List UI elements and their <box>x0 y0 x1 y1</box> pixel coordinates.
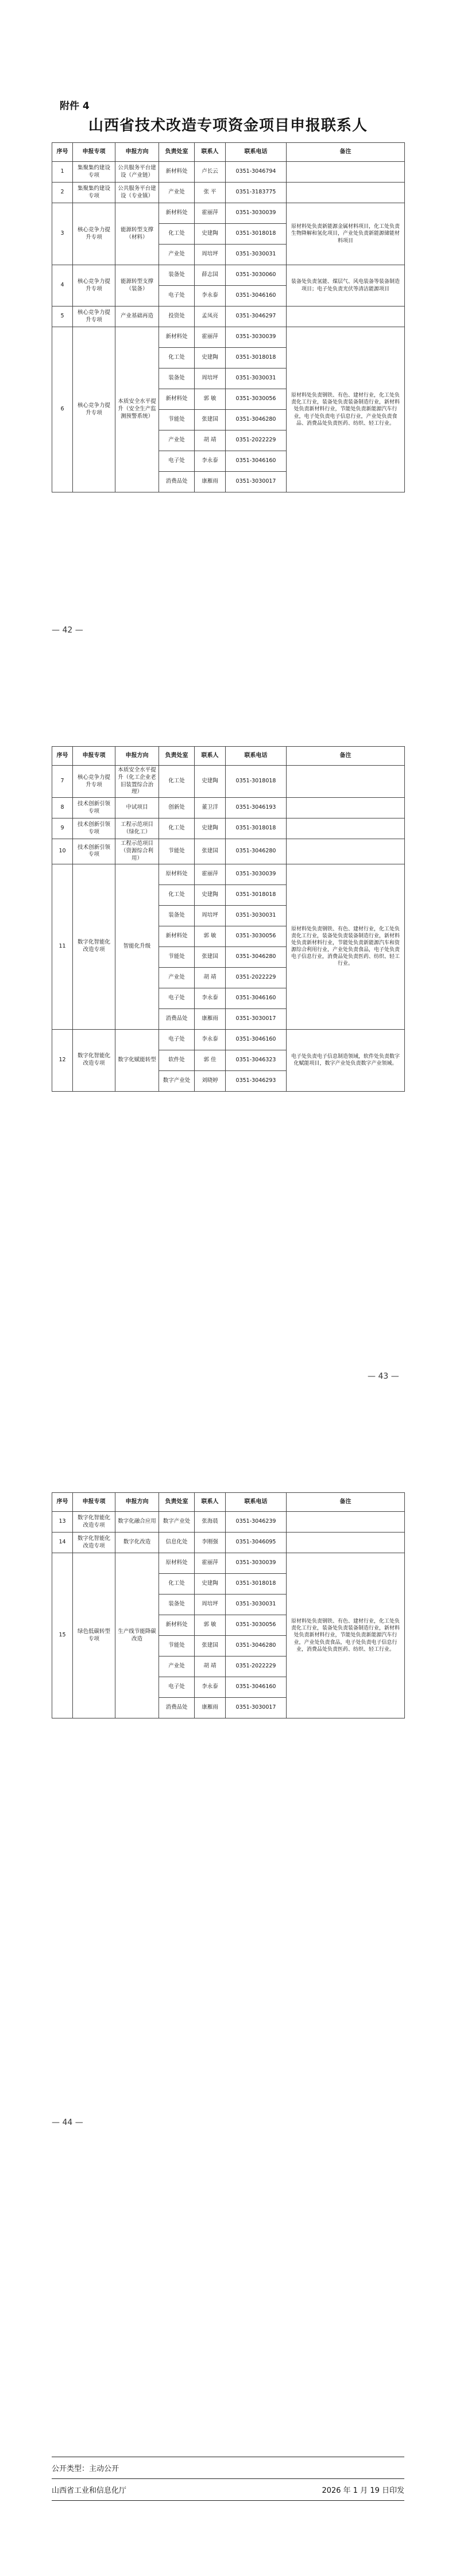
row-number: 11 <box>52 864 73 1029</box>
contact-phone: 0351-3046193 <box>226 798 287 818</box>
responsible-office: 产业处 <box>159 1656 195 1677</box>
responsible-office: 原材料处 <box>159 864 195 884</box>
table-row <box>52 203 405 224</box>
contact-person: 周培坪 <box>195 368 226 389</box>
contact-person: 周培坪 <box>195 1595 226 1615</box>
row-number: 14 <box>52 1533 73 1553</box>
table-row <box>52 818 405 839</box>
contact-phone: 0351-3018018 <box>226 766 287 798</box>
table-row <box>52 327 405 348</box>
remarks <box>287 1533 405 1553</box>
application-direction: 公共服务平台建设（专业镇） <box>115 183 159 203</box>
responsible-office: 新材料处 <box>159 1615 195 1636</box>
contact-phone: 0351-3030056 <box>226 389 287 410</box>
remarks <box>287 307 405 327</box>
contact-person: 郭 敏 <box>195 926 226 946</box>
column-header: 申报方向 <box>115 747 159 766</box>
column-header: 负责处室 <box>159 747 195 766</box>
contact-person: 史建陶 <box>195 884 226 905</box>
responsible-office: 化工处 <box>159 818 195 839</box>
row-number: 6 <box>52 327 73 492</box>
responsible-office: 产业处 <box>159 183 195 203</box>
contact-person: 张海晨 <box>195 1512 226 1533</box>
row-number: 5 <box>52 307 73 327</box>
footer-issuer-line <box>52 2484 404 2495</box>
contact-phone: 0351-3046323 <box>226 1050 287 1070</box>
contact-person: 周培坪 <box>195 905 226 926</box>
contact-phone: 0351-3183775 <box>226 183 287 203</box>
contact-person: 李刚强 <box>195 1533 226 1553</box>
table-row <box>52 162 405 183</box>
contact-phone: 0351-3046293 <box>226 1070 287 1091</box>
column-header: 申报方向 <box>115 1493 159 1512</box>
responsible-office: 新材料处 <box>159 926 195 946</box>
column-header: 备注 <box>287 143 405 162</box>
column-header: 联系电话 <box>226 143 287 162</box>
remarks: 原材料处负责钢铁、有色、建材行业，化工处负责化工行业，装备处负责装备制造行业，新材料处负责新材料行业，节能处负责新能源汽车行业，产业处负责食品，电子处负责电子信息行业，消费品处负责医药、纺织、轻工行业。 <box>287 1553 405 1718</box>
contact-person: 霍丽萍 <box>195 1553 226 1574</box>
contact-person: 史建陶 <box>195 348 226 368</box>
remarks <box>287 839 405 864</box>
row-number: 15 <box>52 1553 73 1718</box>
special-program: 数字化智能化改造专项 <box>73 864 115 1029</box>
column-header: 联系电话 <box>226 747 287 766</box>
special-program: 绿色低碳转型专项 <box>73 1553 115 1718</box>
contact-phone: 0351-2022229 <box>226 967 287 988</box>
contact-person: 李永泰 <box>195 988 226 1008</box>
special-program: 技术创新引领专项 <box>73 818 115 839</box>
responsible-office: 装备处 <box>159 368 195 389</box>
contact-person: 周培坪 <box>195 245 226 265</box>
special-program: 数字化智能化改造专项 <box>73 1533 115 1553</box>
contact-person: 李永泰 <box>195 1029 226 1050</box>
issue-date: 2026 年 1 月 19 日印发 <box>322 2486 404 2495</box>
contact-phone: 0351-2022229 <box>226 430 287 451</box>
special-program: 集聚集约建设专项 <box>73 183 115 203</box>
contact-person: 张 平 <box>195 183 226 203</box>
contact-phone: 0351-3046280 <box>226 946 287 967</box>
remarks: 原材料处负责钢铁、有色、建材行业，化工处负责化工行业，装备处负责装备制造行业，新材料处负责新材料行业，节能处负责新能源汽车和资源综合利用行业，产业处负责食品，电子处负责电子信息行业，消费品处负责医药、纺织、轻工行业。 <box>287 864 405 1029</box>
row-number: 1 <box>52 162 73 183</box>
column-header: 负责处室 <box>159 1493 195 1512</box>
contact-phone: 0351-3030031 <box>226 368 287 389</box>
responsible-office: 产业处 <box>159 245 195 265</box>
application-direction: 数字化融合应用 <box>115 1512 159 1533</box>
application-direction: 数字化赋能转型 <box>115 1029 159 1091</box>
row-number: 4 <box>52 265 73 307</box>
column-header: 联系人 <box>195 747 226 766</box>
application-direction: 能源转型支撑（装备） <box>115 265 159 307</box>
contact-phone: 0351-3046160 <box>226 1029 287 1050</box>
page-number: — 42 — <box>52 626 83 635</box>
responsible-office: 化工处 <box>159 348 195 368</box>
contact-phone: 0351-3046095 <box>226 1533 287 1553</box>
contact-phone: 0351-3018018 <box>226 818 287 839</box>
page-title: 山西省技术改造专项资金项目申报联系人 <box>88 117 368 134</box>
remarks <box>287 1512 405 1533</box>
table-row <box>52 183 405 203</box>
contact-person: 史建陶 <box>195 224 226 245</box>
contact-phone: 0351-3030031 <box>226 905 287 926</box>
contact-person: 薛志国 <box>195 265 226 286</box>
responsible-office: 化工处 <box>159 766 195 798</box>
contact-phone: 0351-3030017 <box>226 1008 287 1029</box>
responsible-office: 软件处 <box>159 1050 195 1070</box>
responsible-office: 电子处 <box>159 451 195 472</box>
contact-phone: 0351-3030039 <box>226 327 287 348</box>
column-header: 申报方向 <box>115 143 159 162</box>
contact-person: 郭 佳 <box>195 1050 226 1070</box>
page-number: — 44 — <box>52 2118 83 2127</box>
contact-person: 史建陶 <box>195 818 226 839</box>
application-direction: 本质安全水平提升（安全生产监测预警系统） <box>115 327 159 492</box>
contact-phone: 0351-3046297 <box>226 307 287 327</box>
row-number: 10 <box>52 839 73 864</box>
contact-phone: 0351-3046280 <box>226 410 287 430</box>
contact-person: 张建国 <box>195 410 226 430</box>
responsible-office: 装备处 <box>159 1595 195 1615</box>
special-program: 技术创新引领专项 <box>73 839 115 864</box>
application-direction: 中试项目 <box>115 798 159 818</box>
responsible-office: 数字产业处 <box>159 1512 195 1533</box>
contact-person: 张建国 <box>195 946 226 967</box>
contact-phone: 0351-3030031 <box>226 245 287 265</box>
contact-phone: 0351-3018018 <box>226 884 287 905</box>
contact-person: 胡 靖 <box>195 430 226 451</box>
contact-person: 郭 敏 <box>195 389 226 410</box>
remarks: 电子处负责电子信息制造领域，软件处负责数字化赋能项目，数字产业处负责数字产业领域。 <box>287 1029 405 1091</box>
contact-person: 张建国 <box>195 1636 226 1656</box>
table-row <box>52 307 405 327</box>
page-2 <box>0 746 456 1400</box>
contact-phone: 0351-3030039 <box>226 1553 287 1574</box>
contact-phone: 0351-3030031 <box>226 1595 287 1615</box>
table-row <box>52 1029 405 1050</box>
row-number: 12 <box>52 1029 73 1091</box>
column-header: 备注 <box>287 747 405 766</box>
special-program: 核心竞争力提升专项 <box>73 265 115 307</box>
page-3 <box>0 1492 456 2147</box>
application-direction: 产业基础再造 <box>115 307 159 327</box>
application-direction: 数字化改造 <box>115 1533 159 1553</box>
responsible-office: 创新处 <box>159 798 195 818</box>
contact-person: 卢长云 <box>195 162 226 183</box>
table-row <box>52 1533 405 1553</box>
contact-phone: 0351-3030017 <box>226 472 287 492</box>
contact-phone: 0351-3046160 <box>226 451 287 472</box>
column-header: 申报专项 <box>73 1493 115 1512</box>
contact-person: 康雁雨 <box>195 1008 226 1029</box>
special-program: 核心竞争力提升专项 <box>73 766 115 798</box>
contact-person: 康雁雨 <box>195 472 226 492</box>
contact-person: 霍丽萍 <box>195 864 226 884</box>
table-header-row <box>52 747 405 766</box>
column-header: 联系人 <box>195 143 226 162</box>
contact-phone: 0351-3030039 <box>226 864 287 884</box>
disclosure-type: 公开类型：主动公开 <box>52 2465 119 2473</box>
remarks <box>287 818 405 839</box>
special-program: 技术创新引领专项 <box>73 798 115 818</box>
contact-phone: 0351-3046160 <box>226 286 287 307</box>
row-number: 3 <box>52 203 73 265</box>
special-program: 数字化智能化改造专项 <box>73 1512 115 1533</box>
contact-phone: 0351-2022229 <box>226 1656 287 1677</box>
contact-phone: 0351-3030017 <box>226 1698 287 1718</box>
table-row <box>52 265 405 286</box>
contact-person: 史建陶 <box>195 766 226 798</box>
special-program: 核心竞争力提升专项 <box>73 203 115 265</box>
responsible-office: 新材料处 <box>159 162 195 183</box>
responsible-office: 节能处 <box>159 946 195 967</box>
responsible-office: 节能处 <box>159 410 195 430</box>
contact-table-3 <box>52 1492 405 1718</box>
table-row <box>52 798 405 818</box>
application-direction: 工程示范项目（资源综合利用） <box>115 839 159 864</box>
responsible-office: 电子处 <box>159 286 195 307</box>
contact-person: 李永泰 <box>195 1677 226 1698</box>
application-direction: 本质安全水平提升（化工企业老旧装置综合治理） <box>115 766 159 798</box>
special-program: 数字化智能化改造专项 <box>73 1029 115 1091</box>
responsible-office: 消费品处 <box>159 472 195 492</box>
special-program: 集聚集约建设专项 <box>73 162 115 183</box>
table-row <box>52 1512 405 1533</box>
responsible-office: 化工处 <box>159 224 195 245</box>
row-number: 2 <box>52 183 73 203</box>
remarks: 原材料处负责新能源金属材料项目，化工处负责生物降解和氢化项目，产业处负责新能源储能材料项目 <box>287 203 405 265</box>
contact-person: 郭 敏 <box>195 1615 226 1636</box>
special-program: 核心竞争力提升专项 <box>73 307 115 327</box>
table-row <box>52 839 405 864</box>
page-number: — 43 — <box>368 1372 399 1381</box>
contact-phone: 0351-3018018 <box>226 1574 287 1595</box>
application-direction: 能源转型支撑（材料） <box>115 203 159 265</box>
responsible-office: 原材料处 <box>159 1553 195 1574</box>
attachment-label: 附件 4 <box>60 100 90 112</box>
responsible-office: 数字产业处 <box>159 1070 195 1091</box>
issuer: 山西省工业和信息化厅 <box>52 2486 127 2495</box>
contact-person: 李永泰 <box>195 451 226 472</box>
responsible-office: 新材料处 <box>159 327 195 348</box>
remarks <box>287 798 405 818</box>
column-header: 申报专项 <box>73 143 115 162</box>
table-header-row <box>52 1493 405 1512</box>
footer-rule-bottom <box>52 2500 404 2501</box>
contact-person: 刘晓婷 <box>195 1070 226 1091</box>
row-number: 13 <box>52 1512 73 1533</box>
contact-phone: 0351-3018018 <box>226 224 287 245</box>
contact-person: 董卫洋 <box>195 798 226 818</box>
responsible-office: 投资处 <box>159 307 195 327</box>
contact-person: 胡 靖 <box>195 1656 226 1677</box>
contact-phone: 0351-3046160 <box>226 988 287 1008</box>
column-header: 联系人 <box>195 1493 226 1512</box>
remarks: 装备处负责氢能、煤层气、风电装备等装备制造项目；电子处负责光伏等清洁能源项目 <box>287 265 405 307</box>
table-row <box>52 864 405 884</box>
table-row <box>52 1553 405 1574</box>
responsible-office: 新材料处 <box>159 203 195 224</box>
contact-phone: 0351-3046280 <box>226 1636 287 1656</box>
table-header-row <box>52 143 405 162</box>
column-header: 申报专项 <box>73 747 115 766</box>
responsible-office: 节能处 <box>159 1636 195 1656</box>
responsible-office: 装备处 <box>159 905 195 926</box>
contact-person: 康雁雨 <box>195 1698 226 1718</box>
responsible-office: 消费品处 <box>159 1008 195 1029</box>
contact-phone: 0351-3046280 <box>226 839 287 864</box>
contact-person: 霍丽萍 <box>195 327 226 348</box>
column-header: 序号 <box>52 1493 73 1512</box>
contact-phone: 0351-3030060 <box>226 265 287 286</box>
application-direction: 公共服务平台建设（产业链） <box>115 162 159 183</box>
contact-person: 孟凤亮 <box>195 307 226 327</box>
table-row <box>52 766 405 798</box>
remarks: 原材料处负责钢铁、有色、建材行业，化工处负责化工行业，装备处负责装备制造行业，新材料处负责新材料行业，节能处负责新能源汽车行业，电子处负责电子信息行业，产业处负责食品、消费品处负责医药、纺织、轻工行业。 <box>287 327 405 492</box>
row-number: 7 <box>52 766 73 798</box>
footer-rule-middle <box>52 2478 404 2479</box>
responsible-office: 电子处 <box>159 1677 195 1698</box>
contact-phone: 0351-3018018 <box>226 348 287 368</box>
column-header: 序号 <box>52 143 73 162</box>
responsible-office: 新材料处 <box>159 389 195 410</box>
contact-person: 史建陶 <box>195 1574 226 1595</box>
column-header: 联系电话 <box>226 1493 287 1512</box>
special-program: 核心竞争力提升专项 <box>73 327 115 492</box>
page-1 <box>0 0 456 654</box>
contact-phone: 0351-3030056 <box>226 926 287 946</box>
contact-phone: 0351-3046160 <box>226 1677 287 1698</box>
row-number: 8 <box>52 798 73 818</box>
contact-phone: 0351-3030039 <box>226 203 287 224</box>
responsible-office: 电子处 <box>159 988 195 1008</box>
responsible-office: 产业处 <box>159 967 195 988</box>
remarks <box>287 183 405 203</box>
responsible-office: 化工处 <box>159 1574 195 1595</box>
row-number: 9 <box>52 818 73 839</box>
responsible-office: 信息化处 <box>159 1533 195 1553</box>
contact-phone: 0351-3030056 <box>226 1615 287 1636</box>
responsible-office: 消费品处 <box>159 1698 195 1718</box>
responsible-office: 化工处 <box>159 884 195 905</box>
contact-person: 张建国 <box>195 839 226 864</box>
contact-phone: 0351-3046794 <box>226 162 287 183</box>
remarks <box>287 162 405 183</box>
application-direction: 智能化升级 <box>115 864 159 1029</box>
column-header: 备注 <box>287 1493 405 1512</box>
contact-person: 胡 靖 <box>195 967 226 988</box>
contact-person: 李永泰 <box>195 286 226 307</box>
responsible-office: 电子处 <box>159 1029 195 1050</box>
application-direction: 生产线节能降碳改造 <box>115 1553 159 1718</box>
responsible-office: 产业处 <box>159 430 195 451</box>
contact-table-2 <box>52 746 405 1092</box>
responsible-office: 节能处 <box>159 839 195 864</box>
column-header: 负责处室 <box>159 143 195 162</box>
contact-table-1 <box>52 142 405 492</box>
responsible-office: 装备处 <box>159 265 195 286</box>
remarks <box>287 766 405 798</box>
contact-person: 霍丽萍 <box>195 203 226 224</box>
contact-phone: 0351-3046239 <box>226 1512 287 1533</box>
column-header: 序号 <box>52 747 73 766</box>
application-direction: 工程示范项目（绿化工） <box>115 818 159 839</box>
